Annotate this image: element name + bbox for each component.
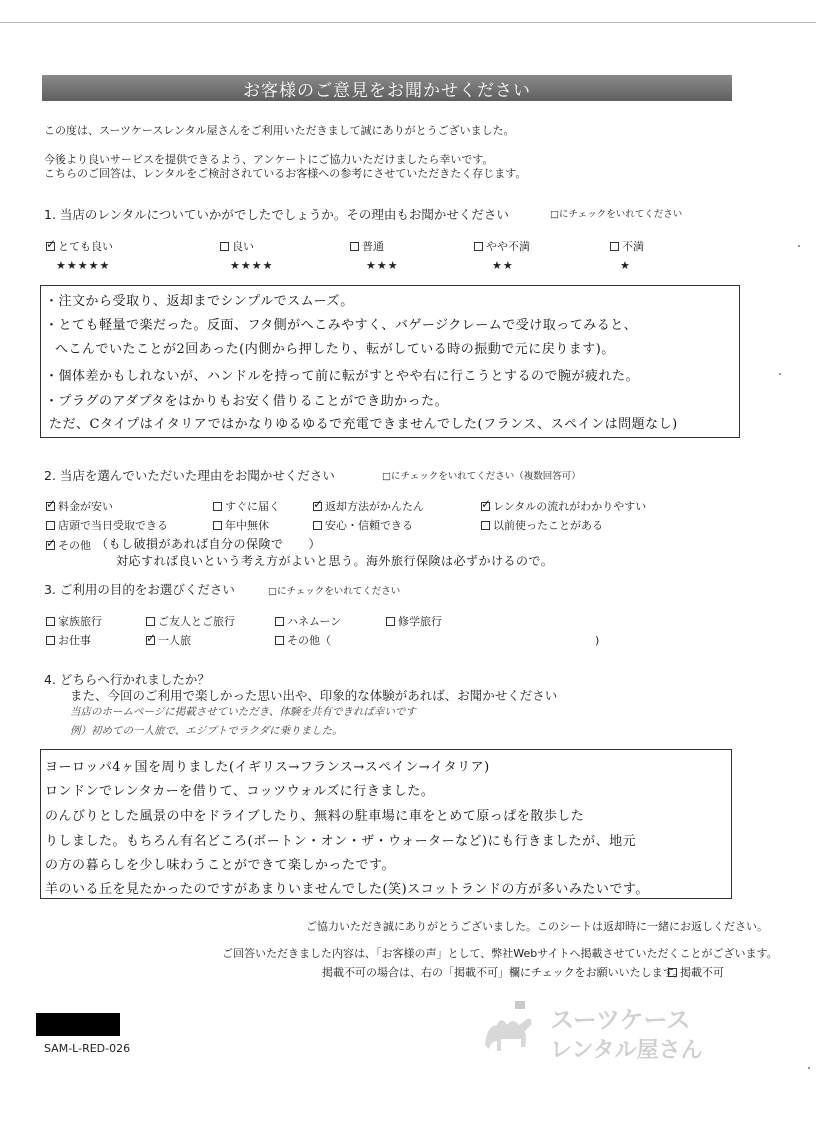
- q3-option-family-trip[interactable]: [46, 615, 102, 628]
- q3-option-label: ご友人とご旅行: [158, 615, 235, 628]
- q2-checkbox-same-day-pickup[interactable]: [46, 521, 55, 530]
- q3-option-label: 家族旅行: [58, 615, 102, 628]
- q2-option-used-before[interactable]: [481, 519, 603, 532]
- q2-option-label: 料金が安い: [58, 500, 113, 513]
- q1-checkbox-dissatisfied[interactable]: [610, 242, 619, 251]
- opt-out-label: 掲載不可: [680, 966, 724, 979]
- scan-speck: [808, 1067, 810, 1069]
- q2-option-trustworthy[interactable]: [313, 519, 413, 532]
- q4-answer-line: ロンドンでレンタカーを借りて、コッツウォルズに行きました。: [45, 784, 435, 799]
- q4-answer-line: の方の暮らしを少し味わうことができて楽しかったです。: [45, 858, 395, 873]
- q3-option-label: その他（: [287, 634, 331, 647]
- q3-checkbox-honeymoon[interactable]: [275, 617, 284, 626]
- q2-other-answer-line: 対応すれば良いという考え方がよいと思う。海外旅行保険は必ずかけるので。: [116, 554, 554, 568]
- q4-answer-box[interactable]: [40, 749, 732, 899]
- q3-option-label: 修学旅行: [398, 615, 442, 628]
- q1-option-slightly-dissatisfied[interactable]: [474, 240, 530, 253]
- q1-stars-3: ★★★: [366, 259, 399, 272]
- intro-line-3: こちらのご回答は、レンタルをご検討されているお客様への参考にさせていただきたく存じます。: [44, 167, 527, 180]
- q1-option-label: 不満: [622, 240, 644, 253]
- q2-checkbox-cheap[interactable]: [46, 502, 55, 511]
- footer-thanks: ご協力いただき誠にありがとうございました。このシートは返却時に一緒にお返しください。: [306, 920, 768, 933]
- q2-option-other[interactable]: [46, 539, 91, 552]
- q2-checkbox-easy-flow[interactable]: [481, 502, 490, 511]
- q3-checkbox-other[interactable]: [275, 636, 284, 645]
- q1-option-label: とても良い: [58, 240, 113, 253]
- q1-checkbox-slightly-dissatisfied[interactable]: [474, 242, 483, 251]
- q1-option-very-good[interactable]: [46, 240, 113, 253]
- q2-option-label: 返却方法がかんたん: [325, 500, 424, 513]
- q2-checkbox-easy-return[interactable]: [313, 502, 322, 511]
- q4-title: 4. どちらへ行かれましたか？: [44, 672, 210, 687]
- q4-answer-line: のんびりとした風景の中をドライブしたり、無料の駐車場に車をとめて原っぱを散歩した: [45, 809, 585, 824]
- q2-checkbox-other[interactable]: [46, 541, 55, 550]
- intro-line-1: この度は、スーツケースレンタル屋さんをご利用いただきまして誠にありがとうございました。: [44, 124, 515, 137]
- page-title: お客様のご意見をお聞かせください: [42, 75, 732, 101]
- q3-other-close-paren: ): [595, 634, 600, 647]
- q3-option-label: ハネムーン: [287, 615, 342, 628]
- q2-checkbox-open-all-year[interactable]: [213, 521, 222, 530]
- camel-icon: [475, 995, 545, 1065]
- q1-title: 1. 当店のレンタルについていかがでしたでしょうか。その理由もお聞かせください: [44, 207, 509, 222]
- q4-subtitle: また、今回のご利用で楽しかった思い出や、印象的な体験があれば、お聞かせください: [70, 688, 558, 703]
- q1-note: □にチェックをいれてください: [550, 209, 683, 220]
- q1-answer-line: ・注文から受取り、返却までシンプルでスムーズ。: [45, 294, 354, 309]
- q1-option-label: 良い: [232, 240, 254, 253]
- q3-title: 3. ご利用の目的をお選びください: [44, 582, 235, 597]
- q2-option-label: すぐに届く: [225, 500, 280, 513]
- q3-checkbox-trip-with-friends[interactable]: [146, 617, 155, 626]
- q1-answer-line: ・とても軽量で楽だった。反面、フタ側がへこみやすく、バゲージクレームで受け取ってみると、: [45, 318, 638, 333]
- q3-note: □にチェックをいれてください: [268, 586, 401, 597]
- footer-notice-2: 掲載不可の場合は、右の「掲載不可」欄にチェックをお願いいたします。: [322, 966, 684, 979]
- q1-answer-line: ・個体差かもしれないが、ハンドルを持って前に転がすとやや右に行こうとするので腕が疲れた。: [45, 369, 640, 384]
- page-edge-line: [0, 22, 816, 23]
- q1-stars-2: ★★: [492, 259, 514, 272]
- q3-option-label: お仕事: [58, 634, 91, 647]
- q1-stars-1: ★: [620, 259, 631, 272]
- q2-checkbox-used-before[interactable]: [481, 521, 490, 530]
- q3-option-honeymoon[interactable]: [275, 615, 341, 628]
- logo-text-line-2: レンタル屋さん: [550, 1038, 703, 1063]
- q4-example: 例）初めての一人旅で、エジプトでラクダに乗りました。: [70, 725, 343, 737]
- q3-option-solo-trip[interactable]: [146, 634, 191, 647]
- document-code: SAM-L-RED-026: [44, 1042, 131, 1055]
- company-logo: [475, 995, 715, 1065]
- q2-other-answer-line: （もし破損があれば自分の保険で ）: [96, 537, 322, 551]
- q1-checkbox-average[interactable]: [350, 242, 359, 251]
- q4-answer-line: 羊のいる丘を見たかったのですがあまりいませんでした(笑)スコットランドの方が多いみたいです。: [45, 882, 649, 897]
- q2-option-open-all-year[interactable]: [213, 519, 269, 532]
- q2-option-label: 年中無休: [225, 519, 269, 532]
- q1-checkbox-good[interactable]: [220, 242, 229, 251]
- q4-answer-line: ヨーロッパ4ヶ国を周りました(イギリス→フランス→スペイン→イタリア): [45, 760, 490, 775]
- opt-out-box[interactable]: [668, 968, 677, 977]
- q3-checkbox-solo-trip[interactable]: [146, 636, 155, 645]
- redaction-block: [36, 1013, 120, 1036]
- scan-speck: [798, 245, 800, 247]
- opt-out-checkbox[interactable]: [668, 966, 724, 979]
- q2-title: 2. 当店を選んでいただいた理由をお聞かせください: [44, 468, 335, 483]
- q3-option-other[interactable]: [275, 634, 331, 647]
- q2-option-easy-return[interactable]: [313, 500, 424, 513]
- q1-option-good[interactable]: [220, 240, 254, 253]
- q3-option-label: 一人旅: [158, 634, 191, 647]
- q2-option-label: その他: [58, 539, 91, 552]
- q2-note: □にチェックをいれてください（複数回答可）: [382, 471, 581, 482]
- q2-option-fast-delivery[interactable]: [213, 500, 280, 513]
- q2-option-label: レンタルの流れがわかりやすい: [493, 500, 647, 513]
- q2-option-label: 店頭で当日受取できる: [58, 519, 168, 532]
- q2-checkbox-fast-delivery[interactable]: [213, 502, 222, 511]
- q1-answer-box[interactable]: [40, 285, 740, 438]
- q3-checkbox-school-trip[interactable]: [386, 617, 395, 626]
- q1-option-label: 普通: [362, 240, 384, 253]
- q3-checkbox-family-trip[interactable]: [46, 617, 55, 626]
- logo-text-line-1: スーツケース: [550, 1006, 691, 1034]
- q2-option-label: 以前使ったことがある: [493, 519, 603, 532]
- q4-hint: 当店のホームページに掲載させていただき、体験を共有できれば幸いです: [70, 706, 416, 718]
- q3-option-school-trip[interactable]: [386, 615, 442, 628]
- q1-answer-line: ・プラグのアダプタをはかりもお安く借りることができ助かった。: [45, 394, 449, 409]
- footer-notice-1: ご回答いただきました内容は、「お客様の声」として、弊社Webサイトへ掲載させていただくことがございます。: [222, 947, 778, 960]
- q2-option-label: 安心・信頼できる: [325, 519, 413, 532]
- q3-option-trip-with-friends[interactable]: [146, 615, 235, 628]
- q1-checkbox-very-good[interactable]: [46, 242, 55, 251]
- q1-stars-5: ★★★★★: [56, 259, 111, 272]
- q1-option-label: やや不満: [486, 240, 530, 253]
- intro-line-2: 今後より良いサービスを提供できるよう、アンケートにご協力いただけましたら幸いです。: [44, 153, 494, 166]
- q2-checkbox-trustworthy[interactable]: [313, 521, 322, 530]
- q2-option-easy-flow[interactable]: [481, 500, 646, 513]
- q2-option-cheap[interactable]: [46, 500, 113, 513]
- q3-option-business[interactable]: [46, 634, 91, 647]
- q3-checkbox-business[interactable]: [46, 636, 55, 645]
- scan-speck: [779, 373, 781, 375]
- q1-answer-line: ただ、Cタイプはイタリアではかなりゆるゆるで充電できませんでした(フランス、スペインは問題なし): [49, 417, 678, 432]
- q2-option-same-day-pickup[interactable]: [46, 519, 168, 532]
- q1-stars-4: ★★★★: [230, 259, 274, 272]
- q1-option-dissatisfied[interactable]: [610, 240, 644, 253]
- q4-answer-line: りしました。もちろん有名どころ(ボートン・オン・ザ・ウォーターなど)にも行きましたが、地元: [45, 834, 637, 849]
- q1-answer-line: へこんでいたことが2回あった(内側から押したり、転がしている時の振動で元に戻ります)。: [55, 342, 615, 357]
- q1-option-average[interactable]: [350, 240, 384, 253]
